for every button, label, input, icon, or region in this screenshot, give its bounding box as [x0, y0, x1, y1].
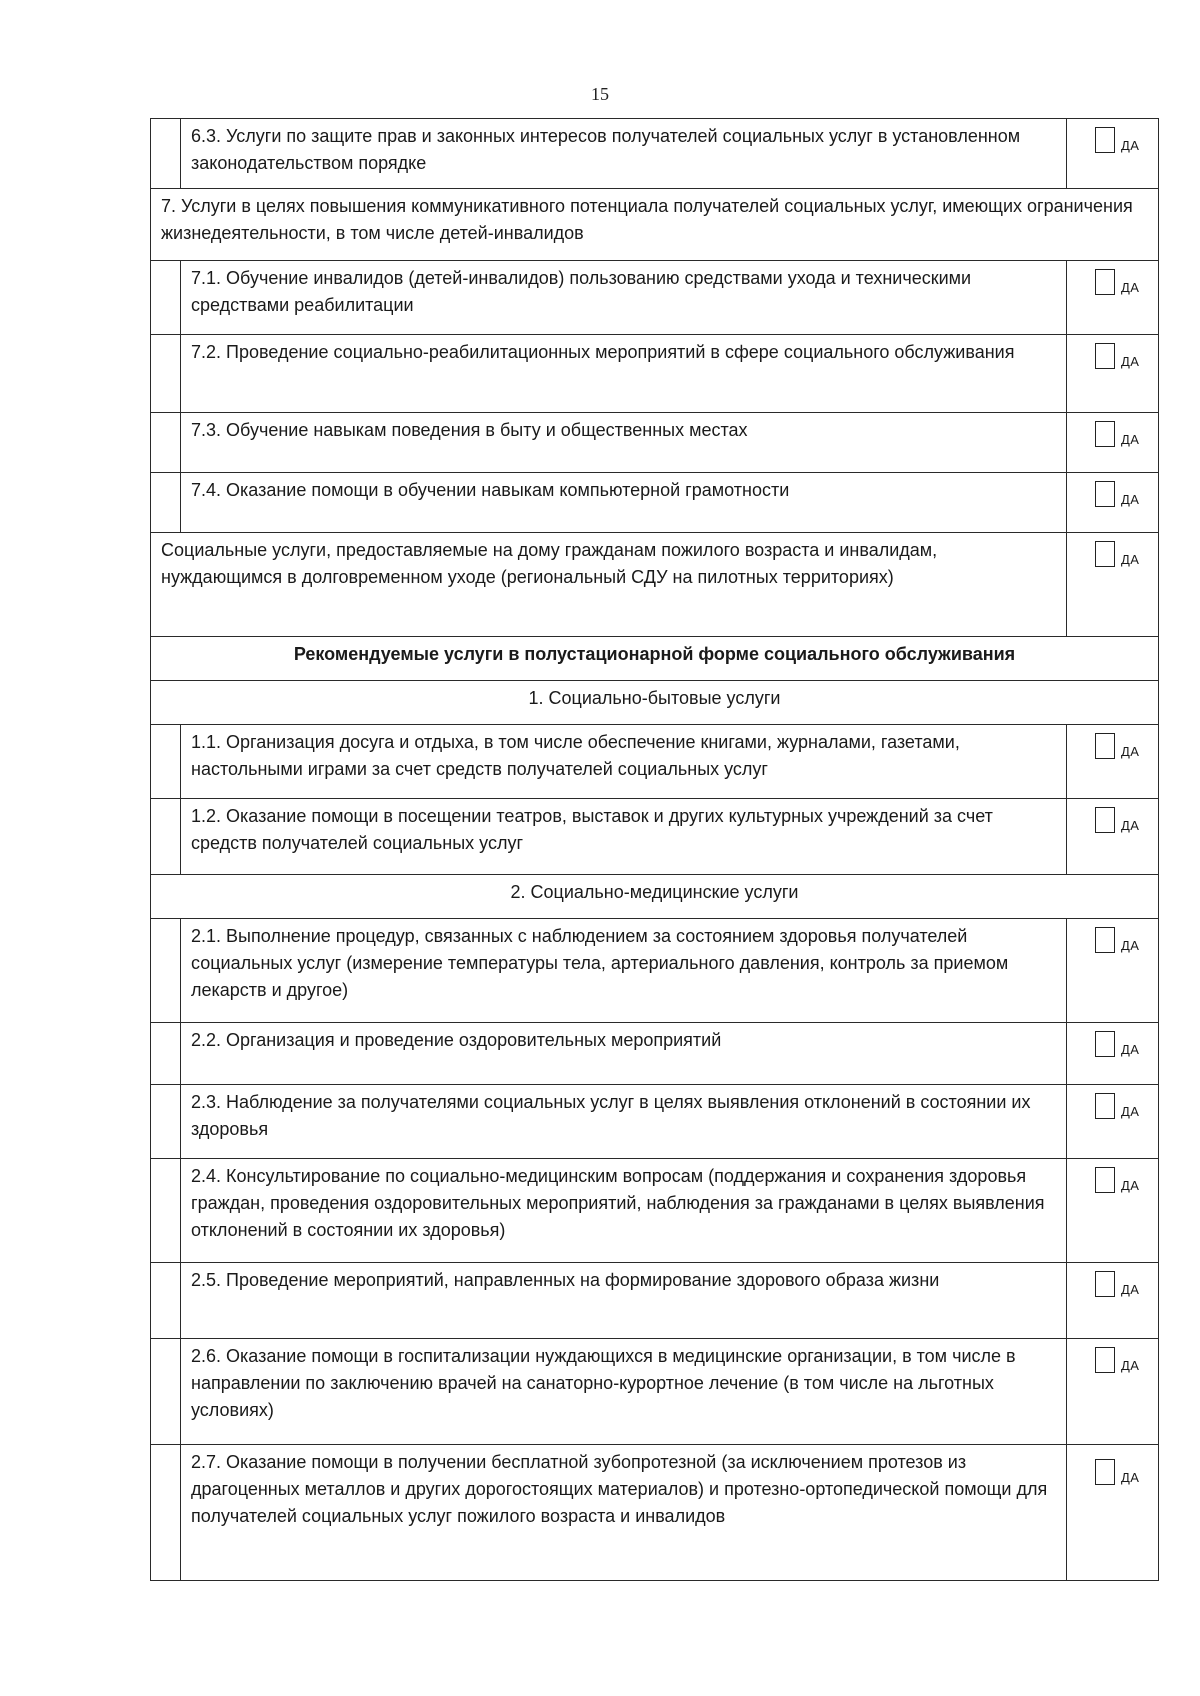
- service-text: 7.2. Проведение социально-реабилитационных мероприятий в сфере социального обслуживания: [181, 335, 1067, 413]
- row-gutter: [151, 261, 181, 335]
- checkbox[interactable]: [1095, 1271, 1115, 1297]
- table-row: [151, 1263, 1159, 1339]
- checkbox-cell[interactable]: [1067, 1339, 1159, 1445]
- checkbox[interactable]: [1095, 733, 1115, 759]
- table-row: [151, 189, 1159, 261]
- checkbox-cell[interactable]: [1067, 1445, 1159, 1581]
- row-gutter: [151, 413, 181, 473]
- row-gutter: [151, 799, 181, 875]
- checkbox-cell[interactable]: [1067, 1159, 1159, 1263]
- checkbox-label: ДА: [1121, 744, 1140, 759]
- service-text: 2.3. Наблюдение за получателями социальных услуг в целях выявления отклонений в состоянии их здоровья: [181, 1085, 1067, 1159]
- checkbox-cell[interactable]: [1067, 533, 1159, 637]
- table-row: [151, 473, 1159, 533]
- service-text: 2.7. Оказание помощи в получении бесплатной зубопротезной (за исключением протезов из драгоценных металлов и других дорогостоящих материалов) и протезно-ортопедической помощи для получателей социальных услуг пожилого возраста и инвалидов: [181, 1445, 1067, 1581]
- checkbox-label: ДА: [1121, 1104, 1140, 1119]
- table-row: [151, 1023, 1159, 1085]
- checkbox-label: ДА: [1121, 938, 1140, 953]
- row-gutter: [151, 725, 181, 799]
- checkbox[interactable]: [1095, 269, 1115, 295]
- service-text: 7.1. Обучение инвалидов (детей-инвалидов) пользованию средствами ухода и техническими средствами реабилитации: [181, 261, 1067, 335]
- checkbox-cell[interactable]: [1067, 261, 1159, 335]
- checkbox-label: ДА: [1121, 818, 1140, 833]
- section-heading: 7. Услуги в целях повышения коммуникативного потенциала получателей социальных услуг, имеющих ограничения жизнедеятельности, в том числе детей-инвалидов: [151, 189, 1159, 261]
- checkbox-label: ДА: [1121, 280, 1140, 295]
- checkbox-label: ДА: [1121, 1178, 1140, 1193]
- service-text: 7.4. Оказание помощи в обучении навыкам компьютерной грамотности: [181, 473, 1067, 533]
- checkbox[interactable]: [1095, 1031, 1115, 1057]
- table-row: [151, 681, 1159, 725]
- services-table: [150, 118, 1159, 1581]
- table-row: [151, 919, 1159, 1023]
- service-text: 2.6. Оказание помощи в госпитализации нуждающихся в медицинские организации, в том числе в направлении по заключению врачей на санаторно-курортное лечение (в том числе на льготных условиях): [181, 1339, 1067, 1445]
- table-row: [151, 413, 1159, 473]
- checkbox-cell[interactable]: [1067, 1085, 1159, 1159]
- checkbox-label: ДА: [1121, 1282, 1140, 1297]
- checkbox[interactable]: [1095, 927, 1115, 953]
- row-gutter: [151, 1023, 181, 1085]
- service-text: Социальные услуги, предоставляемые на дому гражданам пожилого возраста и инвалидам, нуждающимся в долговременном уходе (региональный СДУ на пилотных территориях): [151, 533, 1067, 637]
- service-text: 2.5. Проведение мероприятий, направленных на формирование здорового образа жизни: [181, 1263, 1067, 1339]
- checkbox-label: ДА: [1121, 492, 1140, 507]
- row-gutter: [151, 335, 181, 413]
- service-text: 6.3. Услуги по защите прав и законных интересов получателей социальных услуг в установленном законодательством порядке: [181, 119, 1067, 189]
- service-text: 7.3. Обучение навыкам поведения в быту и общественных местах: [181, 413, 1067, 473]
- checkbox-cell[interactable]: [1067, 119, 1159, 189]
- row-gutter: [151, 1263, 181, 1339]
- checkbox[interactable]: [1095, 421, 1115, 447]
- checkbox-cell[interactable]: [1067, 335, 1159, 413]
- row-gutter: [151, 119, 181, 189]
- checkbox-label: ДА: [1121, 1358, 1140, 1373]
- table-row: [151, 1159, 1159, 1263]
- checkbox-label: ДА: [1121, 354, 1140, 369]
- checkbox-cell[interactable]: [1067, 799, 1159, 875]
- service-text: 2.2. Организация и проведение оздоровительных мероприятий: [181, 1023, 1067, 1085]
- table-row: [151, 725, 1159, 799]
- table-row: [151, 119, 1159, 189]
- category-heading: 2. Социально-медицинские услуги: [151, 875, 1159, 919]
- service-text: 2.4. Консультирование по социально-медицинским вопросам (поддержания и сохранения здоровья граждан, проведения оздоровительных мероприятий, наблюдения за гражданами в целях выявления отклонений в состоянии их здоровья): [181, 1159, 1067, 1263]
- page-number: 15: [591, 84, 609, 104]
- checkbox-label: ДА: [1121, 1470, 1140, 1485]
- row-gutter: [151, 1159, 181, 1263]
- row-gutter: [151, 1445, 181, 1581]
- table-row: [151, 1445, 1159, 1581]
- checkbox-cell[interactable]: [1067, 1023, 1159, 1085]
- checkbox[interactable]: [1095, 807, 1115, 833]
- row-gutter: [151, 919, 181, 1023]
- checkbox-label: ДА: [1121, 552, 1140, 567]
- row-gutter: [151, 1085, 181, 1159]
- category-heading: 1. Социально-бытовые услуги: [151, 681, 1159, 725]
- table-row: [151, 799, 1159, 875]
- form-section-header: Рекомендуемые услуги в полустационарной форме социального обслуживания: [151, 637, 1159, 681]
- checkbox-label: ДА: [1121, 138, 1140, 153]
- checkbox-cell[interactable]: [1067, 725, 1159, 799]
- checkbox[interactable]: [1095, 343, 1115, 369]
- checkbox[interactable]: [1095, 1167, 1115, 1193]
- checkbox-cell[interactable]: [1067, 413, 1159, 473]
- table-row: [151, 875, 1159, 919]
- row-gutter: [151, 473, 181, 533]
- table-row: [151, 533, 1159, 637]
- checkbox-cell[interactable]: [1067, 1263, 1159, 1339]
- table-row: [151, 1085, 1159, 1159]
- service-text: 2.1. Выполнение процедур, связанных с наблюдением за состоянием здоровья получателей социальных услуг (измерение температуры тела, артериального давления, контроль за приемом лекарств и другое): [181, 919, 1067, 1023]
- table-row: [151, 1339, 1159, 1445]
- checkbox-label: ДА: [1121, 432, 1140, 447]
- checkbox[interactable]: [1095, 1459, 1115, 1485]
- table-row: [151, 637, 1159, 681]
- checkbox-cell[interactable]: [1067, 919, 1159, 1023]
- row-gutter: [151, 1339, 181, 1445]
- checkbox[interactable]: [1095, 541, 1115, 567]
- checkbox[interactable]: [1095, 481, 1115, 507]
- service-text: 1.1. Организация досуга и отдыха, в том числе обеспечение книгами, журналами, газетами, настольными играми за счет средств получателей социальных услуг: [181, 725, 1067, 799]
- checkbox[interactable]: [1095, 1093, 1115, 1119]
- checkbox[interactable]: [1095, 127, 1115, 153]
- table-row: [151, 261, 1159, 335]
- checkbox-label: ДА: [1121, 1042, 1140, 1057]
- table-row: [151, 335, 1159, 413]
- checkbox[interactable]: [1095, 1347, 1115, 1373]
- service-text: 1.2. Оказание помощи в посещении театров, выставок и других культурных учреждений за счет средств получателей социальных услуг: [181, 799, 1067, 875]
- checkbox-cell[interactable]: [1067, 473, 1159, 533]
